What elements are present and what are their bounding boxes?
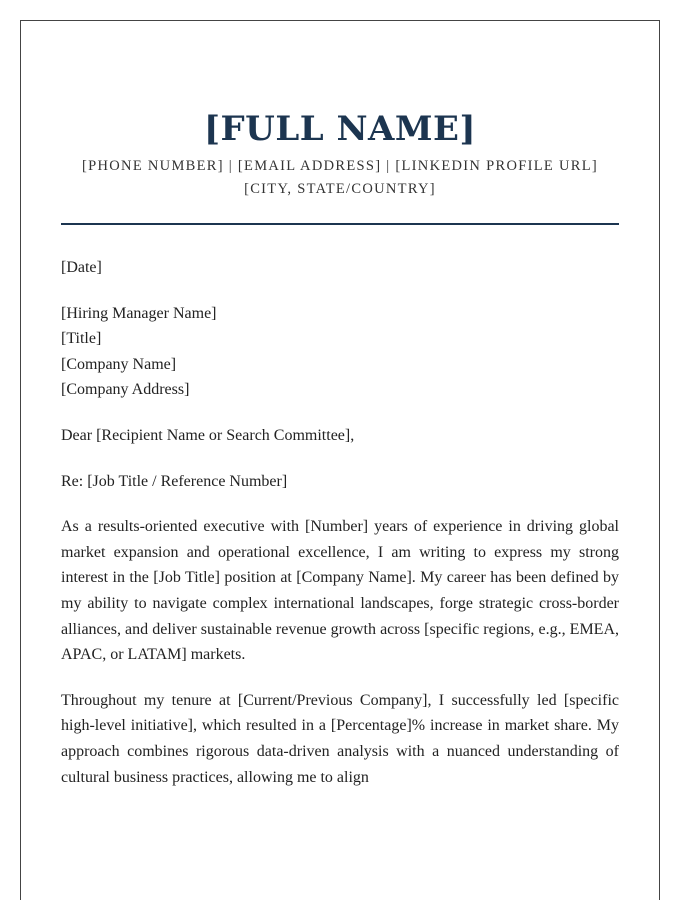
recipient-title: [Title] [61,330,102,348]
reference-line: Re: [Job Title / Reference Number] [61,472,288,490]
body-paragraph-2: Throughout my tenure at [Current/Previous Company], I successfully led [specific high-level initiative], which resulted in a [Percentage]% increase in market share. My approach combines rigorous data-driven analysis with a nuanced understanding of cultural business practices, allowing me to align [61,691,619,786]
contact-line-primary: [PHONE NUMBER] | [EMAIL ADDRESS] | [LINKEDIN PROFILE URL] [82,158,598,174]
recipient-company: [Company Name] [61,355,177,373]
full-name-heading: [FULL NAME] [203,109,477,149]
body-paragraph-1: As a results-oriented executive with [Number] years of experience in driving global market expansion and operational excellence, I am writing to express my strong interest in the [Job Title] position at [Company Name]. My career has been defined by my ability to navigate complex international landscapes, forge strategic cross-border alliances, and deliver sustainable revenue growth across [specific regions, e.g., EMEA, APAC, or LATAM] markets. [61,518,619,664]
contact-line-location: [CITY, STATE/COUNTRY] [244,181,436,197]
letter-date: [Date] [61,259,102,276]
recipient-address: [Company Address] [61,381,190,399]
recipient-block [61,301,619,403]
letter-page [20,20,660,900]
recipient-manager: [Hiring Manager Name] [61,304,217,322]
letterhead [21,109,659,201]
salutation: Dear [Recipient Name or Search Committee], [61,426,355,444]
letter-body [61,255,619,810]
header-divider [61,223,619,225]
contact-info [21,155,659,201]
